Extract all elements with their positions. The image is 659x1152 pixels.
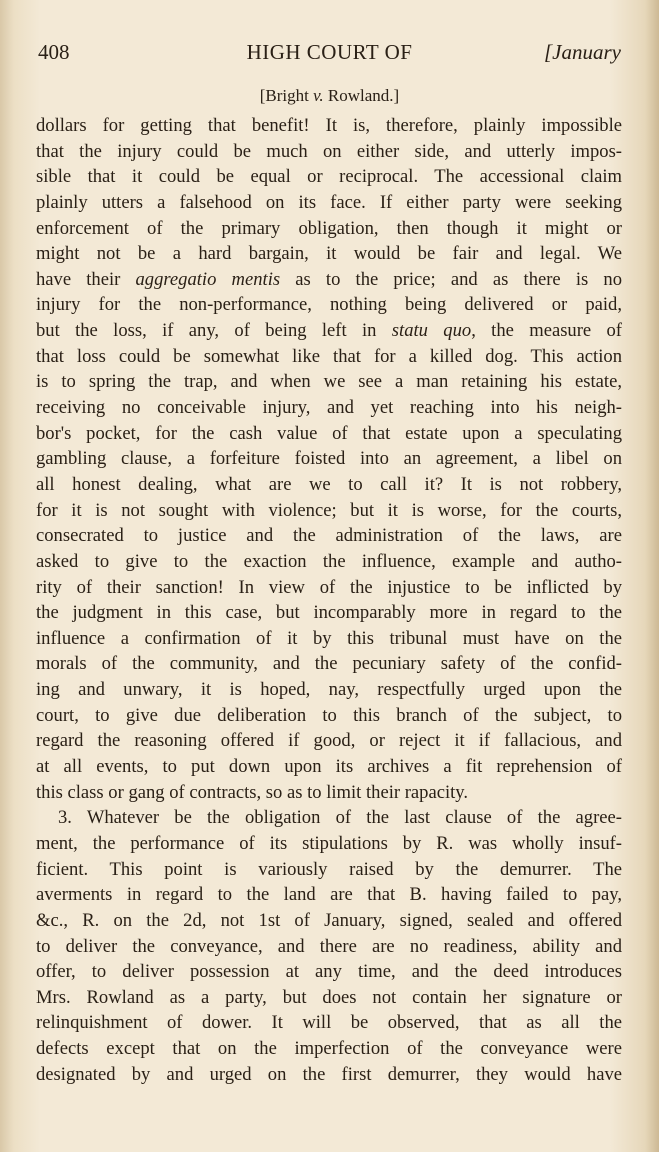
case-title-close: Rowland.] [323,86,400,105]
text-line: all honest dealing, what are we to call it? It is not robbery, [36,473,622,495]
text-line: sible that it could be equal or reciprocal. The accessional claim [36,166,622,188]
text-line: bor's pocket, for the cash value of that estate upon a speculating [36,422,622,444]
case-title [0,86,659,106]
text-line: ment, the performance of its stipulations by R. was wholly insuf- [36,832,622,854]
running-head: HIGH COURT OF [246,40,413,64]
text-line: that the injury could be much on either side, and utterly impos- [36,140,622,162]
text-line: morals of the community, and the pecuniary safety of the confid- [36,653,622,675]
text-line: 3. Whatever be the obligation of the last clause of the agree- [58,807,622,829]
text-line: asked to give to the exaction the influence, example and autho- [36,550,622,572]
body-text [36,113,622,1087]
text-line: might not be a hard bargain, it would be fair and legal. We [36,243,622,265]
text-line: relinquishment of dower. It will be observed, that as all the [36,1012,622,1034]
case-title-open: [Bright [259,86,314,105]
text-line: influence a confirmation of it by this tribunal must have on the [36,627,622,649]
text-line: averments in regard to the land are that B. having failed to pay, [36,884,622,906]
italic-phrase: aggregatio mentis [135,268,281,290]
text-line: have their aggregatio mentis as to the price; and as there is no [36,268,622,290]
text-line: consecrated to justice and the administration of the laws, are [36,525,622,547]
text-line: plainly utters a falsehood on its face. If either party were seeking [36,191,622,213]
page-number: 408 [38,40,70,64]
text-line: ing and unwary, it is hoped, nay, respectfully urged upon the [36,679,622,701]
page-header [38,40,621,70]
case-title-versus: v. [313,86,324,105]
text-line: is to spring the trap, and when we see a man retaining his estate, [36,371,622,393]
text-line: offer, to deliver possession at any time, and the deed introduces [36,961,622,983]
text-line: designated by and urged on the first demurrer, they would have [36,1063,622,1085]
text-line: court, to give due deliberation to this branch of the subject, to [36,704,622,726]
text-line: receiving no conceivable injury, and yet reaching into his neigh- [36,397,622,419]
text-line: at all events, to put down upon its archives a fit reprehension of [36,756,622,778]
text-line: defects except that on the imperfection of the conveyance were [36,1038,622,1060]
running-date: [January [544,40,621,64]
text-line: injury for the non-performance, nothing being delivered or paid, [36,294,622,316]
text-line: but the loss, if any, of being left in statu quo, the measure of [36,320,623,342]
text-line: &c., R. on the 2d, not 1st of January, signed, sealed and offered [36,909,622,931]
text-line: for it is not sought with violence; but it is worse, for the courts, [36,499,622,521]
text-line: to deliver the conveyance, and there are no readiness, ability and [36,935,622,957]
text-line: dollars for getting that benefit! It is, therefore, plainly impossible [36,115,622,136]
text-line: that loss could be somewhat like that for a killed dog. This action [36,345,622,367]
text-line: gambling clause, a forfeiture foisted into an agreement, a libel on [36,448,622,470]
text-line: rity of their sanction! In view of the injustice to be inflicted by [36,576,622,598]
text-line: ficient. This point is variously raised by the demurrer. The [36,858,622,880]
text-line: enforcement of the primary obligation, then though it might or [36,217,622,239]
text-line: the judgment in this case, but incomparably more in regard to the [36,602,622,624]
text-line: Mrs. Rowland as a party, but does not contain her signature or [36,986,622,1008]
italic-phrase: statu quo [391,320,472,342]
text-line: this class or gang of contracts, so as to limit their rapacity. [36,781,469,803]
text-line: regard the reasoning offered if good, or reject it if fallacious, and [36,730,622,752]
